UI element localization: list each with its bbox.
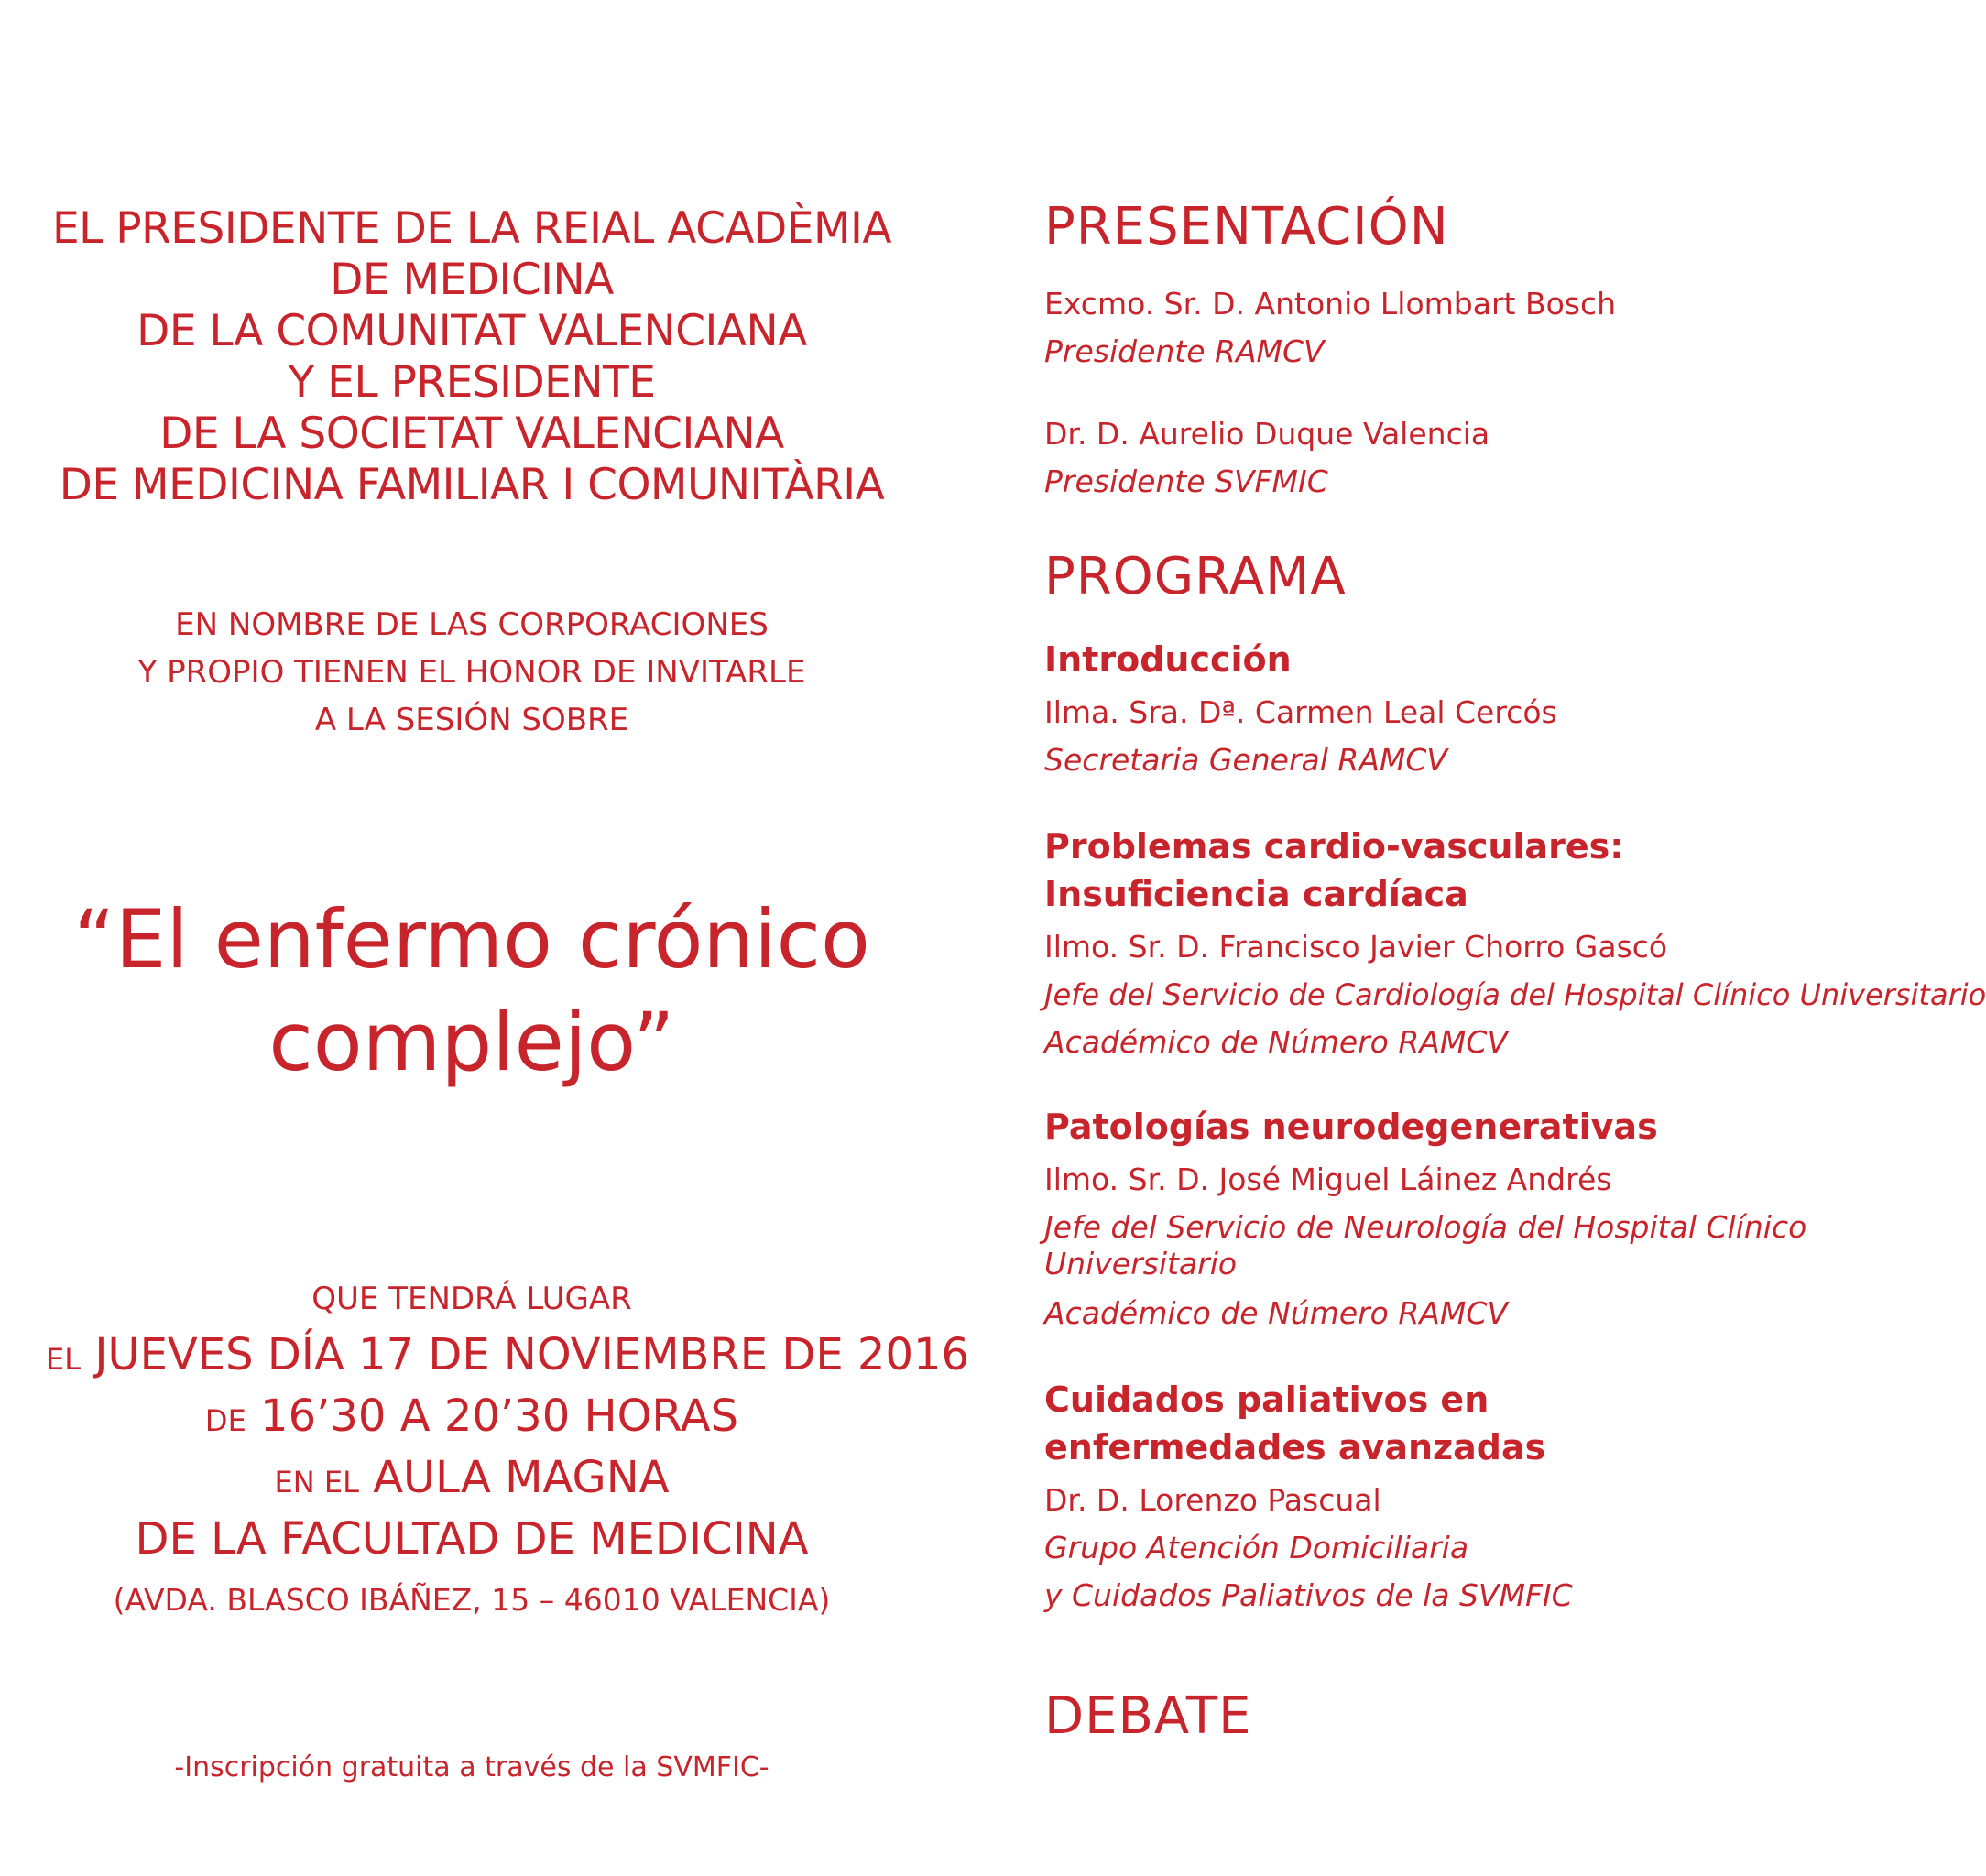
- event-intro: QUE TENDRÁ LUGAR: [311, 1281, 632, 1317]
- program-role: Secretaria General RAMCV: [1044, 742, 1448, 778]
- invite-line: A LA SESIÓN SOBRE: [314, 702, 629, 738]
- host-line: DE MEDICINA: [330, 255, 614, 305]
- host-line: DE MEDICINA FAMILIAR I COMUNITÀRIA: [59, 460, 885, 510]
- host-line: DE LA SOCIETAT VALENCIANA: [159, 409, 784, 459]
- event-time-value: 16’30 A 20’30 HORAS: [260, 1391, 739, 1442]
- session-title-line: complejo”: [268, 995, 675, 1089]
- program-role: Jefe del Servicio de Neurología del Hospital Clínico: [1044, 1209, 1807, 1245]
- invite-line: Y PROPIO TIENEN EL HONOR DE INVITARLE: [137, 654, 806, 691]
- program-speaker: Ilmo. Sr. D. José Miguel Láinez Andrés: [1044, 1162, 1612, 1197]
- debate-heading: DEBATE: [1044, 1686, 1252, 1746]
- event-place: [46, 1449, 898, 1511]
- presentacion-heading: PRESENTACIÓN: [1044, 197, 1449, 256]
- event-place-value: AULA MAGNA: [373, 1452, 670, 1503]
- event-faculty: DE LA FACULTAD DE MEDICINA: [135, 1513, 809, 1565]
- invite-text-block: [46, 601, 898, 744]
- speaker-name: Dr. D. Aurelio Duque Valencia: [1044, 416, 1490, 452]
- host-line: EL PRESIDENTE DE LA REIAL ACADÈMIA: [51, 203, 892, 254]
- speaker-role: Presidente RAMCV: [1044, 333, 1325, 369]
- event-time-prefix: DE: [204, 1403, 246, 1438]
- program-role: Académico de Número RAMCV: [1044, 1024, 1508, 1060]
- program-role: Académico de Número RAMCV: [1044, 1295, 1508, 1331]
- event-details: [46, 1271, 970, 1567]
- event-address: (AVDA. BLASCO IBÁÑEZ, 15 – 46010 VALENCIA): [113, 1582, 831, 1618]
- host-line: Y EL PRESIDENTE: [288, 357, 656, 408]
- session-title: [46, 889, 898, 1094]
- program-speaker: Ilma. Sra. Dª. Carmen Leal Cercós: [1044, 694, 1557, 730]
- program-speaker: Dr. D. Lorenzo Pascual: [1044, 1482, 1381, 1518]
- event-date-prefix: EL: [46, 1342, 82, 1377]
- program-speaker: Ilmo. Sr. D. Francisco Javier Chorro Gascó: [1044, 929, 1668, 965]
- program-topic: Problemas cardio-vasculares:: [1044, 826, 1624, 867]
- event-date-value: JUEVES DÍA 17 DE NOVIEMBRE DE 2016: [94, 1329, 970, 1380]
- event-place-prefix: EN EL: [274, 1465, 359, 1500]
- invite-line: EN NOMBRE DE LAS CORPORACIONES: [175, 606, 769, 643]
- program-topic: Insuficiencia cardíaca: [1044, 874, 1468, 914]
- signup-note: -Inscripción gratuita a través de la SVMFIC-: [174, 1751, 769, 1783]
- event-time: [46, 1388, 898, 1449]
- host-line: DE LA COMUNITAT VALENCIANA: [136, 306, 807, 356]
- program-topic: Introducción: [1044, 639, 1292, 680]
- program-role: Jefe del Servicio de Cardiología del Hospital Clínico Universitario: [1044, 977, 1986, 1012]
- program-role: Universitario: [1044, 1246, 1238, 1282]
- event-date: [46, 1326, 970, 1388]
- speaker-name: Excmo. Sr. D. Antonio Llombart Bosch: [1044, 286, 1617, 322]
- program-topic: enfermedades avanzadas: [1044, 1427, 1546, 1467]
- program-topic: Patologías neurodegenerativas: [1044, 1107, 1658, 1147]
- session-title-line: “El enfermo crónico: [73, 892, 870, 987]
- program-topic: Cuidados paliativos en: [1044, 1380, 1490, 1420]
- speaker-role: Presidente SVFMIC: [1044, 464, 1328, 499]
- hosts-block: [46, 203, 898, 511]
- programa-heading: PROGRAMA: [1044, 547, 1347, 606]
- program-role: y Cuidados Paliativos de la SVMFIC: [1044, 1577, 1573, 1613]
- program-role: Grupo Atención Domiciliaria: [1044, 1530, 1469, 1565]
